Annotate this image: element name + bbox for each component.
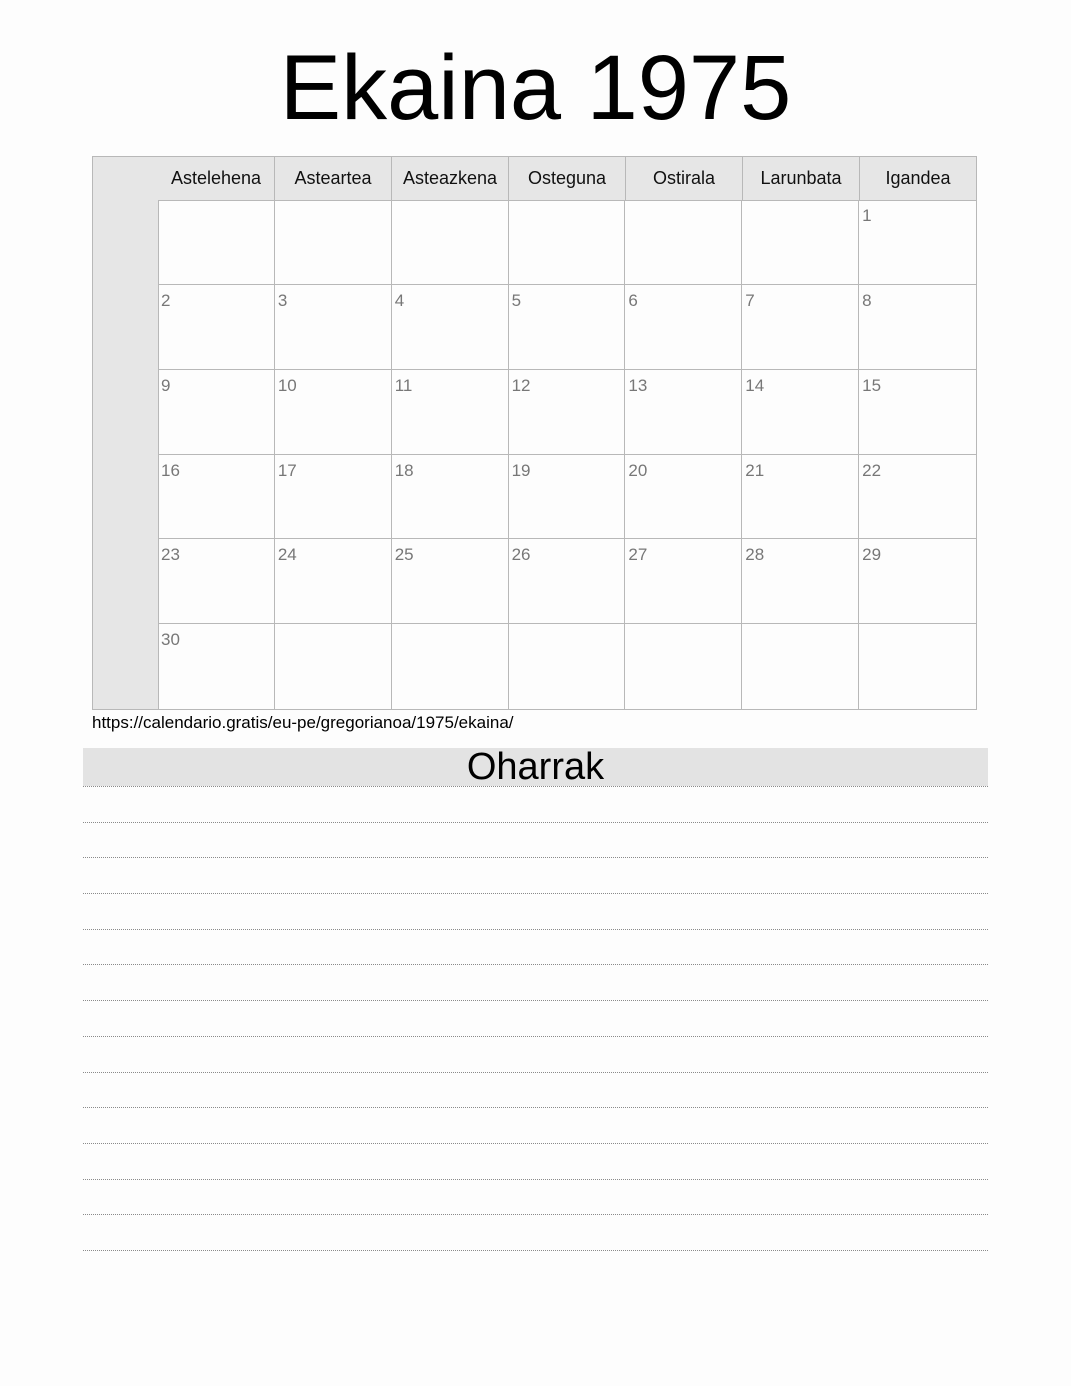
notes-title: Oharrak bbox=[83, 748, 988, 786]
day-number: 12 bbox=[511, 375, 531, 395]
day-cell bbox=[859, 200, 976, 285]
day-number: 18 bbox=[394, 460, 414, 480]
note-line bbox=[83, 893, 988, 894]
day-number: 21 bbox=[745, 460, 765, 480]
day-cell bbox=[275, 285, 392, 370]
day-cell bbox=[742, 200, 859, 285]
day-number: 9 bbox=[161, 375, 171, 395]
day-number: 16 bbox=[161, 460, 180, 480]
day-cell bbox=[158, 539, 275, 624]
day-cell bbox=[742, 539, 859, 624]
weekday-wednesday: Asteazkena bbox=[392, 157, 509, 200]
calendar-grid bbox=[92, 156, 977, 710]
weekday-thursday: Osteguna bbox=[509, 157, 626, 200]
note-line bbox=[83, 1250, 988, 1251]
note-line bbox=[83, 822, 988, 823]
source-url: https://calendario.gratis/eu-pe/gregorianoa/1975/ekaina/ bbox=[92, 713, 514, 732]
day-cell bbox=[625, 624, 742, 709]
day-cell bbox=[742, 624, 859, 709]
day-number: 23 bbox=[161, 545, 180, 565]
day-number: 30 bbox=[161, 630, 180, 650]
day-cell bbox=[625, 200, 742, 285]
day-number: 8 bbox=[862, 290, 872, 310]
day-grid bbox=[158, 200, 976, 709]
day-cell bbox=[742, 370, 859, 455]
day-number: 14 bbox=[745, 375, 765, 395]
day-cell bbox=[275, 200, 392, 285]
day-number: 24 bbox=[277, 545, 297, 565]
note-line bbox=[83, 786, 988, 787]
day-number: 3 bbox=[277, 290, 288, 310]
weekday-sunday: Igandea bbox=[885, 168, 951, 188]
note-line bbox=[83, 1143, 988, 1144]
day-cell bbox=[275, 455, 392, 540]
day-number: 10 bbox=[277, 375, 297, 395]
day-cell bbox=[625, 539, 742, 624]
note-line bbox=[83, 1072, 988, 1073]
day-cell bbox=[509, 285, 626, 370]
day-number: 4 bbox=[394, 290, 405, 310]
day-number: 20 bbox=[628, 460, 648, 480]
day-number: 17 bbox=[277, 460, 297, 480]
note-line bbox=[83, 1214, 988, 1215]
day-cell bbox=[859, 285, 976, 370]
day-cell bbox=[859, 624, 976, 709]
day-number: 1 bbox=[862, 206, 872, 225]
day-cell bbox=[392, 624, 509, 709]
day-cell bbox=[392, 200, 509, 285]
note-line bbox=[83, 929, 988, 930]
day-cell bbox=[625, 455, 742, 540]
day-cell bbox=[392, 285, 509, 370]
day-cell bbox=[275, 539, 392, 624]
weekday-saturday: Larunbata bbox=[743, 157, 860, 200]
week-number-column bbox=[93, 157, 159, 709]
note-line bbox=[83, 1179, 988, 1180]
day-cell bbox=[509, 455, 626, 540]
day-number: 19 bbox=[511, 460, 531, 480]
day-number: 7 bbox=[745, 290, 755, 310]
weekday-friday: Ostirala bbox=[626, 157, 743, 200]
note-line bbox=[83, 857, 988, 858]
weekday-header bbox=[158, 157, 976, 201]
day-cell bbox=[509, 200, 626, 285]
day-number: 5 bbox=[511, 290, 522, 310]
day-cell bbox=[392, 539, 509, 624]
day-number: 25 bbox=[394, 545, 414, 565]
day-cell bbox=[625, 370, 742, 455]
note-line bbox=[83, 1036, 988, 1037]
day-number: 27 bbox=[628, 545, 648, 565]
day-number: 28 bbox=[745, 545, 765, 565]
day-cell bbox=[859, 370, 976, 455]
day-number: 6 bbox=[628, 290, 638, 310]
day-cell bbox=[509, 624, 626, 709]
day-number: 22 bbox=[862, 460, 882, 480]
day-cell bbox=[275, 624, 392, 709]
weekday-tuesday: Asteartea bbox=[275, 157, 392, 200]
day-cell bbox=[742, 455, 859, 540]
day-number: 29 bbox=[862, 545, 882, 565]
day-cell bbox=[158, 455, 275, 540]
day-number: 13 bbox=[628, 375, 648, 395]
day-number: 2 bbox=[161, 290, 171, 310]
day-cell bbox=[742, 285, 859, 370]
day-cell bbox=[158, 624, 275, 709]
page-title: Ekaina 1975 bbox=[279, 37, 792, 139]
day-cell bbox=[859, 455, 976, 540]
day-cell bbox=[158, 200, 275, 285]
day-number: 15 bbox=[862, 375, 882, 395]
weekday-monday: Astelehena bbox=[158, 157, 275, 200]
note-line bbox=[83, 964, 988, 965]
day-cell bbox=[509, 539, 626, 624]
note-line bbox=[83, 1000, 988, 1001]
day-number: 11 bbox=[394, 375, 413, 395]
day-cell bbox=[158, 285, 275, 370]
note-line bbox=[83, 1107, 988, 1108]
day-number: 26 bbox=[511, 545, 531, 565]
day-cell bbox=[509, 370, 626, 455]
day-cell bbox=[392, 455, 509, 540]
day-cell bbox=[275, 370, 392, 455]
day-cell bbox=[625, 285, 742, 370]
day-cell bbox=[392, 370, 509, 455]
day-cell bbox=[859, 539, 976, 624]
day-cell bbox=[158, 370, 275, 455]
